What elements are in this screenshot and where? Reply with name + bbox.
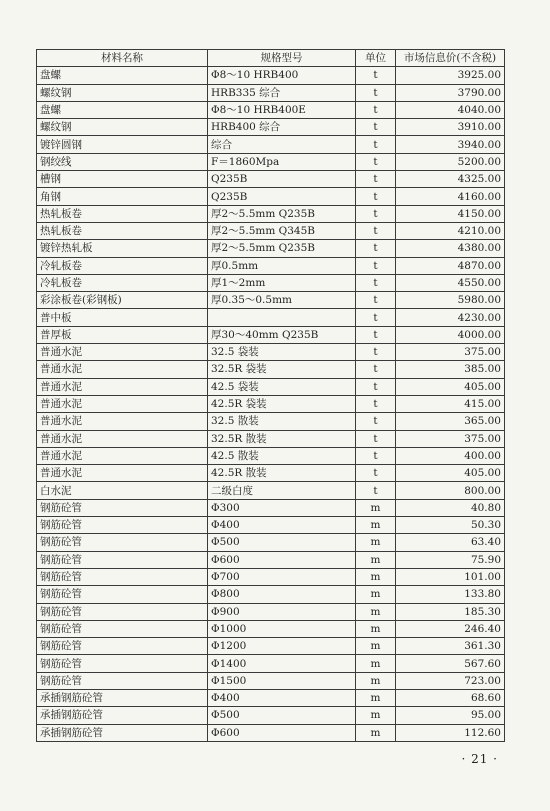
material-price-table (36, 49, 505, 742)
cell-material-name: 冷轧板卷 (37, 257, 208, 274)
cell-material-name: 热轧板卷 (37, 205, 208, 222)
cell-unit: t (356, 447, 396, 464)
cell-unit: t (356, 188, 396, 205)
cell-material-name: 普通水泥 (37, 430, 208, 447)
cell-spec (208, 309, 356, 326)
cell-material-name: 白水泥 (37, 482, 208, 499)
cell-price: 50.30 (396, 517, 505, 534)
cell-spec: 42.5R 袋装 (208, 395, 356, 412)
cell-unit: t (356, 84, 396, 101)
table-row (37, 689, 505, 706)
table-row (37, 517, 505, 534)
cell-unit: t (356, 361, 396, 378)
cell-spec: Φ700 (208, 568, 356, 585)
cell-spec: 综合 (208, 136, 356, 153)
cell-spec: Φ400 (208, 689, 356, 706)
cell-material-name: 盘螺 (37, 101, 208, 118)
cell-unit: m (356, 534, 396, 551)
cell-price: 5200.00 (396, 153, 505, 170)
cell-material-name: 普通水泥 (37, 395, 208, 412)
header-unit: 单位 (356, 50, 396, 67)
table-row (37, 136, 505, 153)
cell-material-name: 冷轧板卷 (37, 274, 208, 291)
header-price: 市场信息价(不含税) (396, 50, 505, 67)
cell-spec: HRB335 综合 (208, 84, 356, 101)
table-row (37, 413, 505, 430)
header-row (37, 50, 505, 67)
cell-unit: m (356, 499, 396, 516)
cell-unit: t (356, 465, 396, 482)
cell-price: 4325.00 (396, 171, 505, 188)
cell-material-name: 钢筋砼管 (37, 534, 208, 551)
cell-price: 385.00 (396, 361, 505, 378)
cell-unit: t (356, 240, 396, 257)
table-row (37, 240, 505, 257)
cell-unit: t (356, 326, 396, 343)
cell-material-name: 镀锌热轧板 (37, 240, 208, 257)
cell-unit: t (356, 309, 396, 326)
cell-unit: m (356, 707, 396, 724)
cell-material-name: 普通水泥 (37, 378, 208, 395)
table-row (37, 465, 505, 482)
cell-spec: 42.5 散装 (208, 447, 356, 464)
cell-material-name: 普通水泥 (37, 465, 208, 482)
cell-unit: m (356, 689, 396, 706)
table-header (37, 50, 505, 67)
header-material-name: 材料名称 (37, 50, 208, 67)
table-row (37, 672, 505, 689)
cell-spec: Φ8～10 HRB400E (208, 101, 356, 118)
cell-price: 405.00 (396, 378, 505, 395)
table-row (37, 84, 505, 101)
cell-price: 4210.00 (396, 222, 505, 239)
cell-unit: t (356, 101, 396, 118)
cell-price: 4870.00 (396, 257, 505, 274)
table-row (37, 309, 505, 326)
cell-price: 4040.00 (396, 101, 505, 118)
page-number: · 21 · (461, 752, 498, 766)
cell-spec: 厚1～2mm (208, 274, 356, 291)
cell-material-name: 彩涂板卷(彩钢板) (37, 292, 208, 309)
cell-price: 365.00 (396, 413, 505, 430)
table-row (37, 568, 505, 585)
cell-spec: Φ300 (208, 499, 356, 516)
cell-material-name: 承插钢筋砼管 (37, 689, 208, 706)
cell-spec: Φ1400 (208, 655, 356, 672)
table-row (37, 534, 505, 551)
cell-spec: Φ600 (208, 551, 356, 568)
cell-unit: t (356, 257, 396, 274)
table-row (37, 447, 505, 464)
cell-material-name: 钢筋砼管 (37, 499, 208, 516)
cell-spec: 42.5R 散装 (208, 465, 356, 482)
cell-unit: m (356, 638, 396, 655)
cell-material-name: 普厚板 (37, 326, 208, 343)
cell-price: 4380.00 (396, 240, 505, 257)
table-row (37, 620, 505, 637)
cell-price: 68.60 (396, 689, 505, 706)
cell-unit: t (356, 482, 396, 499)
table-row (37, 638, 505, 655)
cell-spec: 32.5 散装 (208, 413, 356, 430)
cell-material-name: 钢筋砼管 (37, 620, 208, 637)
cell-unit: t (356, 274, 396, 291)
cell-spec: 二级白度 (208, 482, 356, 499)
table-body (37, 67, 505, 742)
cell-unit: t (356, 119, 396, 136)
table-row (37, 361, 505, 378)
cell-spec: Φ900 (208, 603, 356, 620)
cell-price: 133.80 (396, 586, 505, 603)
table-row (37, 171, 505, 188)
cell-price: 723.00 (396, 672, 505, 689)
cell-spec: 厚0.35～0.5mm (208, 292, 356, 309)
cell-unit: m (356, 724, 396, 741)
cell-spec: 厚2～5.5mm Q345B (208, 222, 356, 239)
cell-unit: t (356, 205, 396, 222)
table-row (37, 274, 505, 291)
cell-material-name: 普通水泥 (37, 361, 208, 378)
cell-unit: t (356, 344, 396, 361)
table-row (37, 482, 505, 499)
table-row (37, 153, 505, 170)
cell-price: 405.00 (396, 465, 505, 482)
cell-unit: t (356, 153, 396, 170)
table-row (37, 101, 505, 118)
cell-spec: 厚2～5.5mm Q235B (208, 205, 356, 222)
table-row (37, 430, 505, 447)
cell-price: 400.00 (396, 447, 505, 464)
table-row (37, 395, 505, 412)
cell-material-name: 普通水泥 (37, 413, 208, 430)
table-row (37, 707, 505, 724)
cell-material-name: 普通水泥 (37, 447, 208, 464)
cell-unit: m (356, 655, 396, 672)
table-row (37, 655, 505, 672)
cell-spec: 32.5 袋装 (208, 344, 356, 361)
header-spec: 规格型号 (208, 50, 356, 67)
table-row (37, 292, 505, 309)
cell-unit: m (356, 568, 396, 585)
table-row (37, 67, 505, 84)
cell-material-name: 螺纹钢 (37, 84, 208, 101)
cell-unit: t (356, 292, 396, 309)
cell-price: 75.90 (396, 551, 505, 568)
cell-unit: t (356, 378, 396, 395)
cell-price: 246.40 (396, 620, 505, 637)
cell-material-name: 钢绞线 (37, 153, 208, 170)
cell-price: 112.60 (396, 724, 505, 741)
cell-spec: HRB400 综合 (208, 119, 356, 136)
cell-unit: m (356, 603, 396, 620)
cell-material-name: 钢筋砼管 (37, 672, 208, 689)
cell-spec: Φ500 (208, 534, 356, 551)
cell-spec: 32.5R 袋装 (208, 361, 356, 378)
cell-spec: Q235B (208, 171, 356, 188)
table-row (37, 326, 505, 343)
table-row (37, 551, 505, 568)
cell-spec: Φ400 (208, 517, 356, 534)
cell-material-name: 钢筋砼管 (37, 655, 208, 672)
cell-price: 3925.00 (396, 67, 505, 84)
cell-material-name: 钢筋砼管 (37, 568, 208, 585)
table-row (37, 378, 505, 395)
cell-unit: m (356, 517, 396, 534)
cell-spec: 厚30～40mm Q235B (208, 326, 356, 343)
cell-price: 3790.00 (396, 84, 505, 101)
cell-unit: t (356, 413, 396, 430)
cell-price: 101.00 (396, 568, 505, 585)
cell-spec: Q235B (208, 188, 356, 205)
cell-spec: Φ500 (208, 707, 356, 724)
cell-price: 5980.00 (396, 292, 505, 309)
cell-price: 4160.00 (396, 188, 505, 205)
cell-price: 185.30 (396, 603, 505, 620)
cell-price: 4550.00 (396, 274, 505, 291)
cell-price: 63.40 (396, 534, 505, 551)
table-row (37, 188, 505, 205)
cell-price: 4000.00 (396, 326, 505, 343)
table-row (37, 205, 505, 222)
cell-material-name: 普通水泥 (37, 344, 208, 361)
cell-unit: t (356, 171, 396, 188)
cell-spec: Φ1000 (208, 620, 356, 637)
cell-spec: Φ800 (208, 586, 356, 603)
table-row (37, 119, 505, 136)
cell-price: 4150.00 (396, 205, 505, 222)
cell-price: 361.30 (396, 638, 505, 655)
cell-spec: 32.5R 散装 (208, 430, 356, 447)
cell-material-name: 承插钢筋砼管 (37, 707, 208, 724)
cell-spec: 厚0.5mm (208, 257, 356, 274)
cell-unit: t (356, 430, 396, 447)
table-row (37, 222, 505, 239)
cell-material-name: 钢筋砼管 (37, 551, 208, 568)
cell-material-name: 承插钢筋砼管 (37, 724, 208, 741)
cell-material-name: 钢筋砼管 (37, 586, 208, 603)
table-row (37, 344, 505, 361)
cell-price: 800.00 (396, 482, 505, 499)
cell-price: 567.60 (396, 655, 505, 672)
cell-price: 3910.00 (396, 119, 505, 136)
table-row (37, 724, 505, 741)
cell-spec: Φ1200 (208, 638, 356, 655)
cell-material-name: 角钢 (37, 188, 208, 205)
cell-unit: m (356, 551, 396, 568)
cell-material-name: 热轧板卷 (37, 222, 208, 239)
cell-price: 4230.00 (396, 309, 505, 326)
cell-price: 415.00 (396, 395, 505, 412)
cell-unit: t (356, 136, 396, 153)
table-row (37, 586, 505, 603)
cell-material-name: 镀锌圆钢 (37, 136, 208, 153)
cell-material-name: 钢筋砼管 (37, 517, 208, 534)
cell-material-name: 普中板 (37, 309, 208, 326)
cell-unit: m (356, 672, 396, 689)
cell-material-name: 槽钢 (37, 171, 208, 188)
cell-price: 95.00 (396, 707, 505, 724)
table-row (37, 499, 505, 516)
cell-spec: F＝1860Mpa (208, 153, 356, 170)
cell-material-name: 钢筋砼管 (37, 638, 208, 655)
cell-price: 375.00 (396, 344, 505, 361)
cell-unit: m (356, 586, 396, 603)
cell-spec: Φ8～10 HRB400 (208, 67, 356, 84)
cell-unit: t (356, 222, 396, 239)
cell-unit: t (356, 67, 396, 84)
cell-unit: m (356, 620, 396, 637)
cell-price: 375.00 (396, 430, 505, 447)
cell-spec: Φ600 (208, 724, 356, 741)
table-row (37, 603, 505, 620)
cell-unit: t (356, 395, 396, 412)
cell-material-name: 螺纹钢 (37, 119, 208, 136)
table-row (37, 257, 505, 274)
cell-spec: 42.5 袋装 (208, 378, 356, 395)
cell-material-name: 钢筋砼管 (37, 603, 208, 620)
cell-price: 40.80 (396, 499, 505, 516)
cell-spec: Φ1500 (208, 672, 356, 689)
cell-material-name: 盘螺 (37, 67, 208, 84)
cell-price: 3940.00 (396, 136, 505, 153)
cell-spec: 厚2～5.5mm Q235B (208, 240, 356, 257)
